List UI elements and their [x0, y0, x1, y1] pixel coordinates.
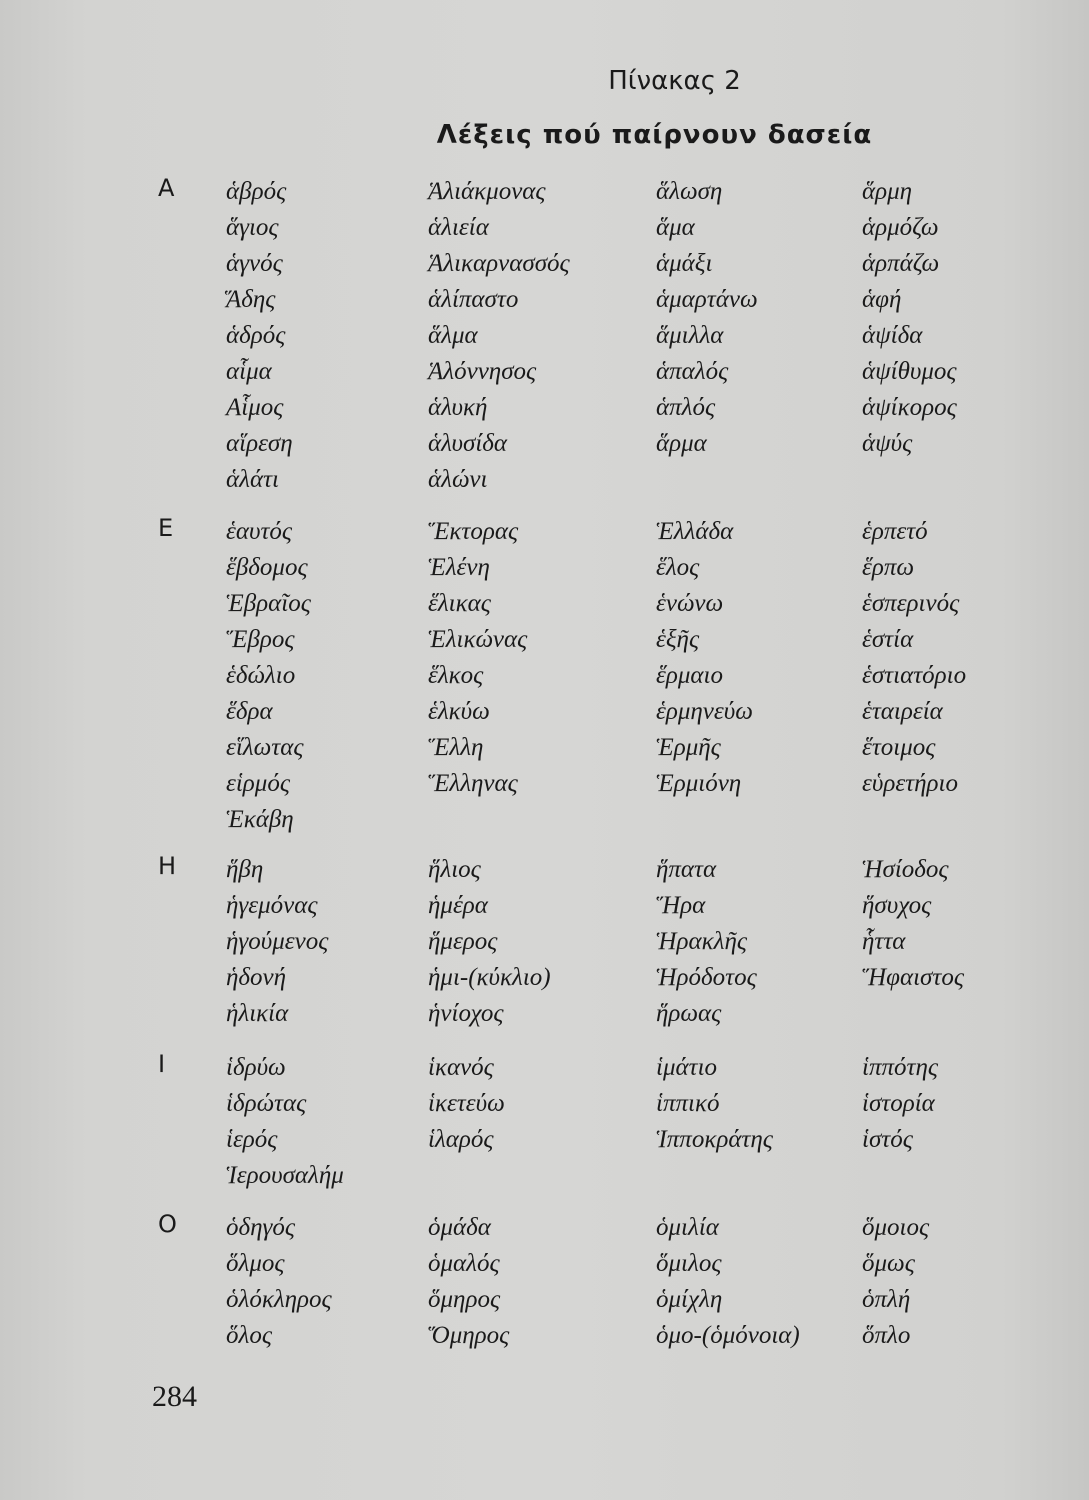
word-column — [226, 174, 293, 498]
word: Ἱπποκράτης — [656, 1126, 773, 1153]
word: ἁδρός — [226, 322, 286, 349]
word: Ἕκτορας — [428, 518, 519, 545]
word: ἡνίοχος — [428, 1000, 504, 1027]
word: ἁβρός — [226, 178, 287, 205]
word: ἕτοιμος — [862, 734, 936, 761]
word: ἱκετεύω — [428, 1090, 505, 1117]
word: ἥπατα — [656, 856, 717, 883]
word: ὁλόκληρος — [226, 1286, 332, 1313]
word: Ἱερουσαλήμ — [226, 1162, 344, 1189]
word: Ἑλικώνας — [428, 626, 528, 653]
word: ἁψίθυμος — [862, 358, 957, 385]
word-column — [656, 1210, 800, 1354]
section-letter: Ο — [158, 1210, 177, 1238]
word: ὅλος — [226, 1322, 272, 1349]
word: ἱππότης — [862, 1054, 938, 1081]
word: ὁμάδα — [428, 1214, 491, 1241]
word: ἕλικας — [428, 590, 491, 617]
word: ἑταιρεία — [862, 698, 943, 725]
word: Ἑρμῆς — [656, 734, 721, 761]
word: ἁψίδα — [862, 322, 923, 349]
word: Ἑλένη — [428, 554, 490, 581]
word: ἑρπετό — [862, 518, 928, 545]
word-column — [656, 174, 758, 462]
word: Ὅμηρος — [428, 1322, 510, 1349]
word-column — [226, 852, 328, 1032]
word: Ἥρα — [656, 892, 706, 919]
word: Αἷμος — [226, 394, 284, 421]
word: ἱδρύω — [226, 1054, 286, 1081]
word: ἁπλός — [656, 394, 716, 421]
page-number: 284 — [152, 1380, 197, 1413]
word-column — [428, 174, 570, 498]
word: Ἡρόδοτος — [656, 964, 757, 991]
word: ὁπλή — [862, 1286, 911, 1313]
word: ἁρμόζω — [862, 214, 939, 241]
word: ἕλος — [656, 554, 700, 581]
word: ἡλικία — [226, 1000, 289, 1027]
word: ὅλμος — [226, 1250, 285, 1277]
word-column — [428, 1210, 509, 1354]
word: ὅμηρος — [428, 1286, 501, 1313]
word: ἥρωας — [656, 1000, 722, 1027]
word: ἡμι-(κύκλιο) — [428, 964, 551, 991]
word: ἱλαρός — [428, 1126, 494, 1153]
word: Ἑκάβη — [226, 806, 294, 833]
word: ἱστορία — [862, 1090, 935, 1117]
word: ἱστός — [862, 1126, 913, 1153]
word-column — [428, 514, 527, 802]
word: ἁλυσίδα — [428, 430, 508, 457]
word: ἑλκύω — [428, 698, 490, 725]
word-column — [226, 1210, 332, 1354]
word: ἁλάτι — [226, 466, 279, 493]
word-column — [428, 852, 551, 1032]
word: ἑσπερινός — [862, 590, 960, 617]
word: εὑρετήριο — [862, 770, 958, 797]
word: Ἕβρος — [226, 626, 295, 653]
section-letter: Α — [158, 174, 175, 202]
table-title: Λέξεις πού παίρνουν δασεία — [436, 120, 873, 150]
word: ἕβδομος — [226, 554, 308, 581]
word: ἅμα — [656, 214, 695, 241]
word: ἑαυτός — [226, 518, 293, 545]
word-column — [226, 1050, 344, 1194]
word: ἱερός — [226, 1126, 278, 1153]
word: ὁμαλός — [428, 1250, 500, 1277]
word: ἑδώλιο — [226, 662, 296, 689]
word: ἡγούμενος — [226, 928, 329, 955]
word: Ἡσίοδος — [862, 856, 949, 883]
word-column — [656, 1050, 773, 1158]
word: ἅλμα — [428, 322, 478, 349]
word: εἱρμός — [226, 770, 290, 797]
word-column — [656, 852, 757, 1032]
word: ἅρμα — [656, 430, 707, 457]
word: ἕδρα — [226, 698, 273, 725]
word: ὁδηγός — [226, 1214, 296, 1241]
word: ἁγνός — [226, 250, 283, 277]
word: ἅγιος — [226, 214, 279, 241]
word: ἱμάτιο — [656, 1054, 718, 1081]
word: εἵλωτας — [226, 734, 304, 761]
section-letter: Ε — [158, 514, 174, 542]
word: ἁψίκορος — [862, 394, 957, 421]
word: ἑρμηνεύω — [656, 698, 753, 725]
word: Ἅδης — [226, 286, 276, 313]
word: ἁψύς — [862, 430, 913, 457]
word: ἁλυκή — [428, 394, 488, 421]
word: ἕρμαιο — [656, 662, 723, 689]
word: αἵρεση — [226, 430, 293, 457]
word: ἁμαρτάνω — [656, 286, 758, 313]
word: ὁμο-(ὁμόνοια) — [656, 1322, 800, 1349]
word: ἱκανός — [428, 1054, 494, 1081]
word: ἡγεμόνας — [226, 892, 318, 919]
word: αἷμα — [226, 358, 272, 385]
word: ἅρμη — [862, 178, 913, 205]
section-letter: Η — [158, 852, 177, 880]
word: ἡδονή — [226, 964, 287, 991]
word: ἱππικό — [656, 1090, 720, 1117]
word: ἑξῆς — [656, 626, 700, 653]
word: ἁρπάζω — [862, 250, 940, 277]
word: Ἑρμιόνη — [656, 770, 742, 797]
word-column — [656, 514, 753, 802]
word: ἁφή — [862, 286, 902, 313]
word: ὁμιλία — [656, 1214, 719, 1241]
word: Ἑβραῖος — [226, 590, 311, 617]
word: Ἁλικαρνασσός — [428, 250, 570, 277]
word-column — [428, 1050, 505, 1158]
word: ἑστία — [862, 626, 914, 653]
word: ἑστιατόριο — [862, 662, 967, 689]
word: ἅλωση — [656, 178, 723, 205]
word: ὅπλο — [862, 1322, 911, 1349]
word: ἥβη — [226, 856, 264, 883]
word: Ἁλόννησος — [428, 358, 537, 385]
word-column — [862, 1210, 929, 1354]
word: ὅμως — [862, 1250, 915, 1277]
word: ἥσυχος — [862, 892, 932, 919]
word: ἕλκος — [428, 662, 484, 689]
word-column — [862, 852, 964, 996]
word: Ἕλλη — [428, 734, 484, 761]
word: ὅμοιος — [862, 1214, 930, 1241]
word: ἥμερος — [428, 928, 498, 955]
word: ἡμέρα — [428, 892, 488, 919]
word: ἁπαλός — [656, 358, 729, 385]
word: ἥλιος — [428, 856, 481, 883]
word-column — [862, 514, 966, 802]
word: ἁλιεία — [428, 214, 489, 241]
word: ἁμάξι — [656, 250, 713, 277]
word: ἁλίπαστο — [428, 286, 519, 313]
word: Ἑλλάδα — [656, 518, 734, 545]
table-label: Πίνακας 2 — [608, 66, 741, 96]
section-letter: Ι — [158, 1050, 166, 1078]
word: ἅμιλλα — [656, 322, 724, 349]
word: ἕρπω — [862, 554, 915, 581]
word-column — [862, 174, 957, 462]
word-column — [862, 1050, 938, 1158]
word: ἁλώνι — [428, 466, 488, 493]
word: Ἡρακλῆς — [656, 928, 747, 955]
word: ἧττα — [862, 928, 906, 955]
word: Ἕλληνας — [428, 770, 518, 797]
word: ὁμίχλη — [656, 1286, 723, 1313]
word-column — [226, 514, 311, 838]
word: ἑνώνω — [656, 590, 724, 617]
word: ἱδρώτας — [226, 1090, 307, 1117]
word: ὅμιλος — [656, 1250, 722, 1277]
word: Ἥφαιστος — [862, 964, 964, 991]
word: Ἁλιάκμονας — [428, 178, 546, 205]
